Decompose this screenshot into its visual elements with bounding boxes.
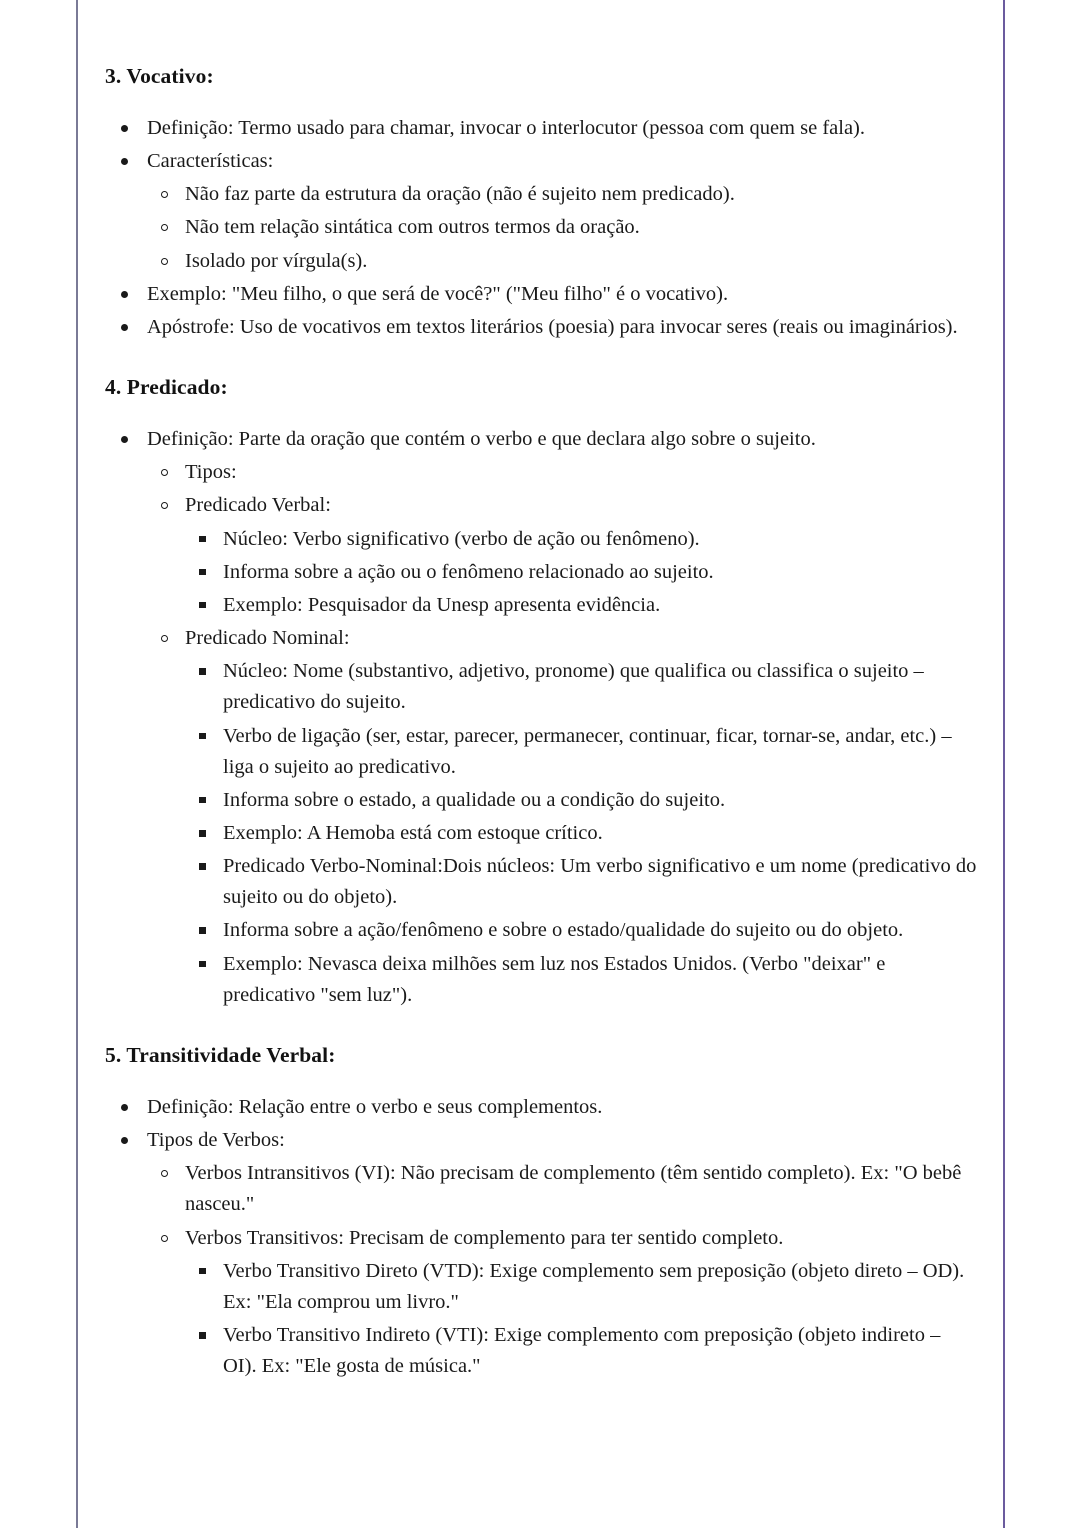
square-bullet-icon xyxy=(199,797,206,804)
list-item-text: Predicado Nominal: xyxy=(185,627,350,650)
list-item-text: Informa sobre o estado, a qualidade ou a condição do sujeito. xyxy=(223,788,726,811)
list-item xyxy=(147,212,977,243)
list-item xyxy=(185,656,977,718)
list-item xyxy=(185,949,977,1011)
list-item-text: Predicado Verbal: xyxy=(185,494,331,517)
square-bullet-icon xyxy=(199,1332,206,1339)
list-item xyxy=(185,785,977,816)
list-item xyxy=(105,279,977,310)
circle-bullet-icon xyxy=(161,258,168,265)
list-item xyxy=(185,915,977,946)
list-item xyxy=(105,424,977,1011)
section-heading: 4. Predicado: xyxy=(105,375,228,400)
list-item-text: Exemplo: "Meu filho, o que será de você?" ("Meu filho" é o vocativo). xyxy=(147,282,729,305)
bullet-list-level-3 xyxy=(185,524,977,621)
list-item-text: Isolado por vírgula(s). xyxy=(185,249,368,272)
disc-bullet-icon xyxy=(121,324,128,331)
bullet-list-level-1 xyxy=(105,424,977,1011)
square-bullet-icon xyxy=(199,536,206,543)
list-item xyxy=(105,312,977,343)
list-item-text: Tipos: xyxy=(185,461,237,484)
disc-bullet-icon xyxy=(121,125,128,132)
bullet-list-level-1 xyxy=(105,113,977,343)
circle-bullet-icon xyxy=(161,635,168,642)
square-bullet-icon xyxy=(199,668,206,675)
list-item xyxy=(147,490,977,621)
list-item-text: Exemplo: Nevasca deixa milhões sem luz nos Estados Unidos. (Verbo "deixar" e predicativo "sem luz"). xyxy=(223,952,886,1006)
list-item xyxy=(105,1092,977,1123)
list-item-text: Predicado Verbo-Nominal:Dois núcleos: Um verbo significativo e um nome (predicativo do sujeito ou do objeto). xyxy=(223,855,977,909)
list-item xyxy=(147,623,977,1011)
list-item-text: Definição: Parte da oração que contém o verbo e que declara algo sobre o sujeito. xyxy=(147,428,816,451)
list-item-text: Não faz parte da estrutura da oração (não é sujeito nem predicado). xyxy=(185,183,735,206)
list-item xyxy=(185,557,977,588)
list-item xyxy=(147,1223,977,1383)
document-section xyxy=(105,62,977,343)
square-bullet-icon xyxy=(199,733,206,740)
disc-bullet-icon xyxy=(121,291,128,298)
circle-bullet-icon xyxy=(161,1235,168,1242)
list-item xyxy=(105,146,977,277)
list-item xyxy=(105,113,977,144)
circle-bullet-icon xyxy=(161,191,168,198)
bullet-list-level-2 xyxy=(147,179,977,276)
section-heading: 3. Vocativo: xyxy=(105,64,214,88)
document-section xyxy=(105,373,977,1011)
list-item xyxy=(147,457,977,488)
circle-bullet-icon xyxy=(161,469,168,476)
list-item xyxy=(185,590,977,621)
square-bullet-icon xyxy=(199,602,206,609)
square-bullet-icon xyxy=(199,1268,206,1275)
list-item xyxy=(185,721,977,783)
list-item-text: Informa sobre a ação ou o fenômeno relacionado ao sujeito. xyxy=(223,560,714,583)
square-bullet-icon xyxy=(199,830,206,837)
section-heading: 5. Transitividade Verbal: xyxy=(105,1042,336,1067)
bullet-list-level-2 xyxy=(147,457,977,1011)
document-body xyxy=(105,62,977,1384)
list-item xyxy=(147,1158,977,1220)
disc-bullet-icon xyxy=(121,1137,128,1144)
list-item-text: Exemplo: A Hemoba está com estoque crítico. xyxy=(223,822,603,844)
list-item-text: Verbos Transitivos: Precisam de complemento para ter sentido completo. xyxy=(185,1226,784,1249)
list-item-text: Verbos Intransitivos (VI): Não precisam de complemento (têm sentido completo). Ex: "O bebê nasceu." xyxy=(185,1162,962,1216)
list-item-text: Não tem relação sintática com outros termos da oração. xyxy=(185,216,640,239)
list-item xyxy=(185,818,977,849)
right-margin-rule xyxy=(1003,0,1005,1528)
bullet-list-level-3 xyxy=(185,1256,977,1383)
list-item xyxy=(185,1256,977,1318)
bullet-list-level-3 xyxy=(185,656,977,1011)
left-margin-rule xyxy=(76,0,78,1528)
square-bullet-icon xyxy=(199,961,206,968)
list-item xyxy=(105,1125,977,1382)
disc-bullet-icon xyxy=(121,436,128,443)
square-bullet-icon xyxy=(199,569,206,576)
circle-bullet-icon xyxy=(161,224,168,231)
list-item-text: Verbo Transitivo Direto (VTD): Exige complemento sem preposição (objeto direto – OD). Ex: "Ela comprou um livro." xyxy=(223,1259,965,1313)
list-item-text: Núcleo: Verbo significativo (verbo de ação ou fenômeno). xyxy=(223,527,700,550)
document-section xyxy=(105,1041,977,1382)
disc-bullet-icon xyxy=(121,1104,128,1111)
list-item-text: Definição: Termo usado para chamar, invocar o interlocutor (pessoa com quem se fala). xyxy=(147,117,866,140)
list-item xyxy=(147,179,977,210)
circle-bullet-icon xyxy=(161,1170,168,1177)
list-item-text: Núcleo: Nome (substantivo, adjetivo, pronome) que qualifica ou classifica o sujeito – predicativo do sujeito. xyxy=(223,660,924,714)
list-item-text: Verbo Transitivo Indireto (VTI): Exige complemento com preposição (objeto indireto – OI). Ex: "Ele gosta de música." xyxy=(223,1324,941,1378)
square-bullet-icon xyxy=(199,863,206,870)
list-item-text: Informa sobre a ação/fenômeno e sobre o estado/qualidade do sujeito ou do objeto. xyxy=(223,919,904,942)
bullet-list-level-1 xyxy=(105,1092,977,1382)
square-bullet-icon xyxy=(199,927,206,934)
list-item-text: Tipos de Verbos: xyxy=(147,1129,285,1152)
list-item xyxy=(185,851,977,913)
list-item xyxy=(185,1320,977,1382)
list-item-text: Apóstrofe: Uso de vocativos em textos literários (poesia) para invocar seres (reais ou imaginários). xyxy=(147,315,958,338)
list-item-text: Verbo de ligação (ser, estar, parecer, permanecer, continuar, ficar, tornar-se, andar, etc.) – liga o sujeito ao predicativo. xyxy=(223,724,952,778)
list-item xyxy=(147,246,977,277)
bullet-list-level-2 xyxy=(147,1158,977,1382)
circle-bullet-icon xyxy=(161,502,168,509)
list-item-text: Exemplo: Pesquisador da Unesp apresenta evidência. xyxy=(223,593,661,616)
list-item-text: Características: xyxy=(147,150,274,173)
list-item xyxy=(185,524,977,555)
list-item-text: Definição: Relação entre o verbo e seus complementos. xyxy=(147,1095,603,1118)
disc-bullet-icon xyxy=(121,158,128,165)
